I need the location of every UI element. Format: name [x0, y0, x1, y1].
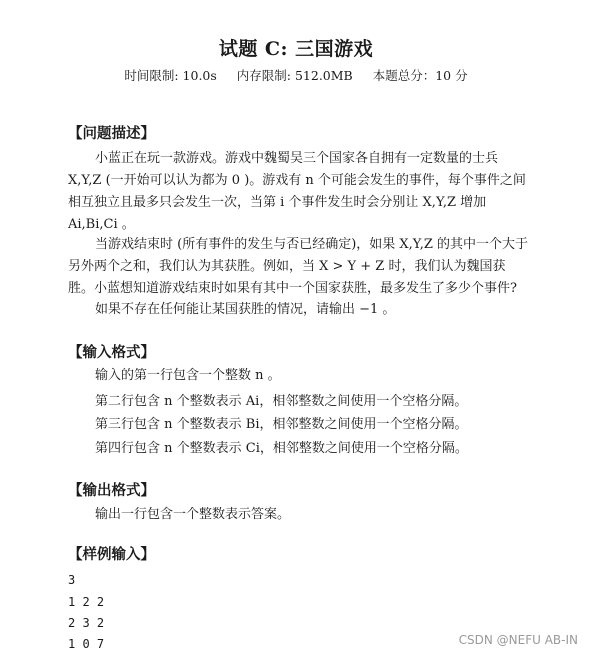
output-heading: 【输出格式】: [68, 483, 155, 499]
total-score: 本题总分：10 分: [372, 68, 468, 83]
sample-line-1: 3: [68, 573, 76, 587]
input-line-4: 第四行包含 n 个整数表示 Ci，相邻整数之间使用一个空格分隔。: [95, 441, 468, 456]
description-paragraph-2: 当游戏结束时 (所有事件的发生与否已经确定)，如果 X,Y,Z 的其中一个大于另外两个之和，我们认为其获胜。例如，当 X > Y + Z 时，我们认为魏国获胜。小蓝想知道游戏结束时如果有其中一个国家获胜，最多发生了多少个事件?: [68, 237, 528, 296]
sample-input-heading: 【样例输入】: [68, 547, 155, 563]
sample-line-3: 2 3 2: [68, 616, 105, 630]
sample-line-4: 1 0 7: [68, 637, 105, 651]
output-line: 输出一行包含一个整数表示答案。: [95, 507, 291, 522]
time-limit: 时间限制: 10.0s: [124, 68, 217, 83]
problem-meta: [0, 66, 592, 84]
memory-limit: 内存限制: 512.0MB: [236, 68, 353, 83]
watermark: CSDN @NEFU AB-IN: [458, 633, 578, 647]
sample-line-2: 1 2 2: [68, 595, 105, 609]
problem-title: 试题 C: 三国游戏: [218, 38, 374, 60]
input-line-2: 第二行包含 n 个整数表示 Ai，相邻整数之间使用一个空格分隔。: [95, 394, 468, 409]
input-line-3: 第三行包含 n 个整数表示 Bi，相邻整数之间使用一个空格分隔。: [95, 417, 468, 432]
description-paragraph-1: 小蓝正在玩一款游戏。游戏中魏蜀吴三个国家各自拥有一定数量的士兵 X,Y,Z (一开始可以认为都为 0 )。游戏有 n 个可能会发生的事件，每个事件之间相互独立且最多只会发生一次，当第 i 个事件发生时会分别让 X,Y,Z 增加 Ai,Bi,Ci 。: [68, 151, 526, 232]
input-line-1: 输入的第一行包含一个整数 n 。: [95, 368, 281, 383]
description-heading: 【问题描述】: [68, 126, 155, 142]
input-heading: 【输入格式】: [68, 345, 155, 361]
description-paragraph-3: 如果不存在任何能让某国获胜的情况，请输出 −1 。: [95, 302, 396, 317]
